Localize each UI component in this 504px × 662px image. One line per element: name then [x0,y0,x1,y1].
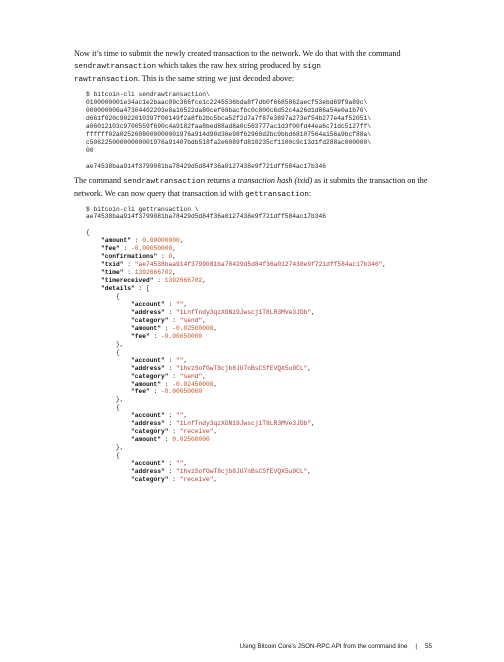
json-detail-category: "receive" [179,475,214,483]
json-time: 1392666702 [134,269,173,277]
json-detail-account: "" [176,412,184,420]
code-line: 0100000001e34ac1e2baac09c366fce1c2245536bda8f7db0f6685862aecf53ebd69f9a89c\ [86,98,368,106]
json-detail-address: "1hvzSofGwT8cjb8JU7nBsCSfEVQX5u9CL" [176,467,308,475]
para2-text-1: The command [74,175,124,185]
json-detail-fee: -0.00050000 [161,388,203,396]
para2-text-4: : [308,188,312,198]
json-fee: -0.00050000 [131,245,173,253]
para2-text-2: returns a [205,175,238,185]
json-timereceived: 1392666702 [164,277,203,285]
code-line: $ bitcoin-cli gettransaction \ [86,205,199,213]
json-detail-account: "" [176,460,184,468]
json-detail-category: "receive" [179,428,214,436]
intro-text-1: Now it’s time to submit the newly created transaction to the network. We do that with the command [74,49,401,58]
code-block-gettransaction: $ bitcoin-cli gettransaction \ ae74538baa914f3799081ba78429d5d84f36a0127438e9f721dff584ac17b346 { "amount" : 0.00000000, "fee" : -0.00050000, "confirmations" : 0, "txid" : "ae74538baa914f3799081ba78429d5d84f36a0127438e9f721dff584ac17b346", "time" : 1392666702, "timereceived" : 1392666702, "details" : [ { "account" : "", "address" : "1LnfTndy3qzXGN19Jwscj1T8LR3MVe3JDb", "category" : "send", "amount" : -0.02500000, "fee" : -0.00050000 }, { "account" : "", "address" : "1hvzSofGwT8cjb8JU7nBsCSfEVQX5u9CL", "category" : "send", "amount" : -0.02450000, "fee" : -0.00050000 }, { "account" : "", "address" : "1LnfTndy3qzXGN19Jwscj1T8LR3MVe3JDb", "category" : "receive", "amount" : 0.02500000 }, { "account" : "", "address" : "1hvzSofGwT8cjb8JU7nBsCSfEVQX5u9CL", "category" : "receive", [86,205,387,483]
code-block-sendraw [86,91,432,171]
para2-text-3: as it submits the transaction on the network. We can now query that transaction id with [74,175,428,198]
footer-title: Using Bitcoin Core’s JSON-RPC API from the command line [239,643,408,650]
json-detail-address: "1LnfTndy3qzXGN19Jwscj1T8LR3MVe3JDb" [176,308,312,316]
json-detail-amount: -0.02500000 [172,324,214,332]
inline-code-sendrawtransaction: sendrawtransaction [74,63,157,71]
json-detail-account: "" [176,300,184,308]
footer-separator: | [415,643,417,650]
code-line: a06012103c9700559f690c4a9182faa8bed88ad8a0c563777ac1d3f00fd44ea6c71dc5127ff\ [86,122,372,130]
json-detail-category: "send" [179,316,203,324]
code-line: 000000006a47304402203e8a16522da80cef66bacfbc0c800c6d52c4a26d1d86a54e0a1b76\ [86,106,368,114]
json-detail-address: "1hvzSofGwT8cjb8JU7nBsCSfEVQX5u9CL" [176,364,308,372]
page-content [74,48,432,488]
inline-code-sendrawtransaction-2: sendrawtransaction [123,177,206,186]
page-footer [0,643,432,650]
page-number: 55 [424,643,432,650]
code-line: ffffff02a0252608000000001976a914d90d36e98f62968d2bc9bbd68107564a156a9bcf88a\ [86,130,372,138]
code-line: d661f020c9022010397f00149f2a8fb2bc5bca52f2d7a7f87e3897a273ef54b277e4af52051\ [86,114,372,122]
inline-code-rawtransaction: rawtransaction [74,76,138,84]
intro-paragraph [74,48,432,86]
json-detail-amount: -0.02450000 [172,380,214,388]
code-line: ae74538baa914f3799081ba78429d5d84f36a0127438e9f721dff584ac17b346 [86,213,327,221]
json-detail-address: "1LnfTndy3qzXGN19Jwscj1T8LR3MVe3JDb" [176,420,312,428]
json-detail-fee: -0.00050000 [161,332,203,340]
transaction-hash-term: transaction hash (txid) [237,175,313,185]
json-amount: 0.00000000 [142,237,180,245]
json-detail-account: "" [176,356,184,364]
intro-text-3: . This is the same string we just decoded above: [137,74,295,83]
json-detail-amount: 0.02500000 [172,436,210,444]
inline-code-gettransaction: gettransaction [245,190,309,199]
inline-code-sign: sign [302,63,321,71]
code-line: 00 [86,146,94,154]
json-txid: "ae74538baa914f3799081ba78429d5d84f36a0127438e9f721dff584ac17b346" [134,261,383,269]
code-output-txid: ae74538baa914f3799081ba78429d5d84f36a0127438e9f721dff584ac17b346 [86,162,327,170]
json-confirmations: 0 [168,253,173,261]
code-line: $ bitcoin-cli sendrawtransaction\ [86,91,210,98]
second-paragraph [74,175,432,201]
json-detail-category: "send" [179,372,203,380]
code-line: c50622500000000001976a91407bdb518fa2e6089fd810235cf1100c9c13d1fd288ac000000\ [86,138,372,146]
intro-text-2: which takes the raw hex string produced by [156,61,303,70]
